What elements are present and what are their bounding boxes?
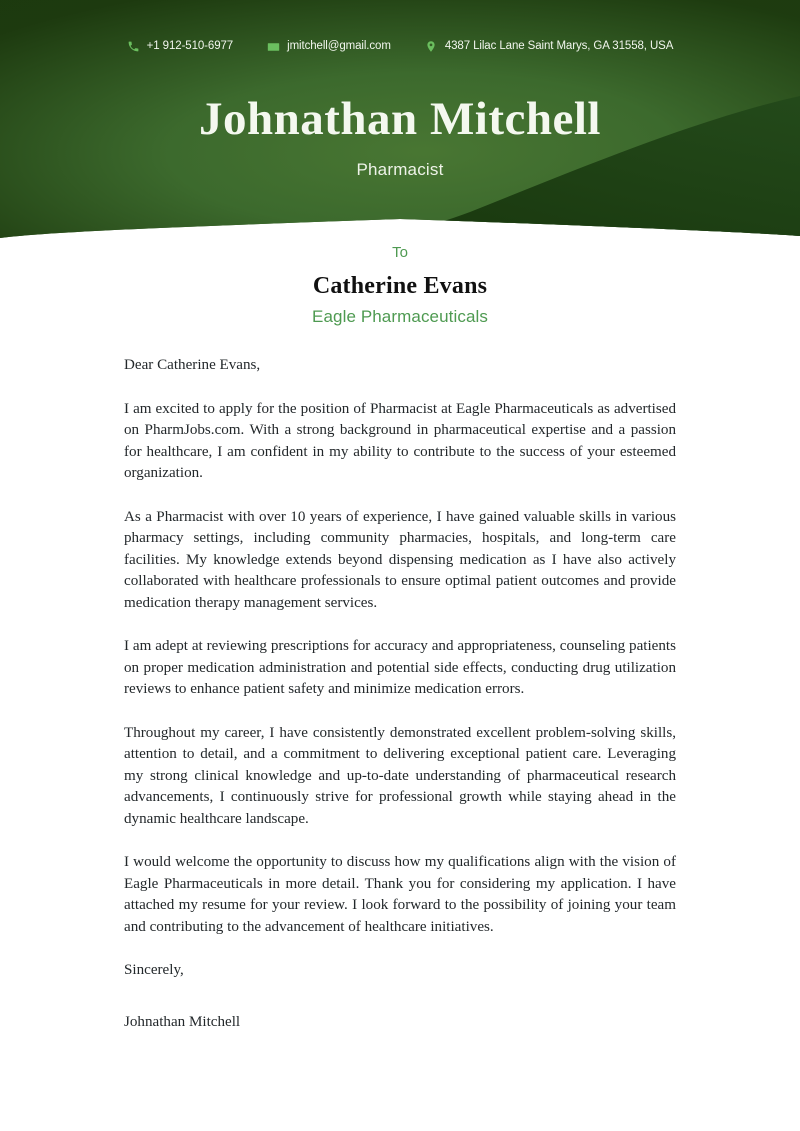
location-pin-icon bbox=[425, 39, 438, 54]
recipient-company: Eagle Pharmaceuticals bbox=[312, 306, 488, 326]
email-text: jmitchell@gmail.com bbox=[287, 39, 391, 52]
phone-text: +1 912-510-6977 bbox=[146, 39, 234, 52]
address-text: 4387 Lilac Lane Saint Marys, GA 31558, USA bbox=[444, 39, 674, 52]
closing-line: Sincerely, bbox=[124, 962, 184, 978]
recipient-block bbox=[0, 243, 800, 328]
letter-paragraph: I would welcome the opportunity to discuss how my qualifications align with the vision of Eagle Pharmaceuticals in more detail. Thank you for considering my application. I have attached my resume for your review. I look forward to the possibility of joining your team and contributing to the advancement of healthcare initiatives. bbox=[124, 854, 676, 935]
contact-address[interactable] bbox=[425, 39, 674, 54]
letter-body bbox=[124, 355, 676, 1033]
page-title-name: Johnathan Mitchell bbox=[198, 93, 601, 145]
letter-paragraph: As a Pharmacist with over 10 years of experience, I have gained valuable skills in various pharmacy settings, including community pharmacies, hospitals, and long-term care facilities. My knowledge extends beyond dispensing medication as I have also actively collaborated with healthcare professionals to ensure optimal patient outcomes and provide medication therapy management services. bbox=[124, 508, 676, 611]
signature-name: Johnathan Mitchell bbox=[124, 1013, 241, 1030]
contact-bar bbox=[0, 39, 800, 54]
letter-paragraph: I am excited to apply for the position of Pharmacist at Eagle Pharmaceuticals as advertised on PharmJobs.com. With a strong background in pharmaceutical expertise and a passion for healthcare, I am confident in my ability to contribute to the success of your esteemed organization. bbox=[124, 400, 676, 481]
contact-phone[interactable] bbox=[127, 39, 233, 54]
email-icon bbox=[267, 39, 280, 54]
contact-email[interactable] bbox=[267, 39, 391, 54]
letter-paragraph: Throughout my career, I have consistently demonstrated excellent problem-solving skills, attention to detail, and a commitment to delivering exceptional patient care. Leveraging my strong clinical knowledge and up-to-date understanding of pharmaceutical research advancements, I continuously strive for professional growth while staying ahead in the dynamic healthcare landscape. bbox=[124, 724, 676, 827]
salutation: Dear Catherine Evans, bbox=[124, 357, 261, 373]
recipient-name: Catherine Evans bbox=[312, 272, 488, 299]
header-content bbox=[0, 0, 800, 245]
letter-header bbox=[0, 0, 800, 245]
job-title: Pharmacist bbox=[356, 160, 444, 179]
phone-icon bbox=[127, 39, 140, 54]
recipient-to-label: To bbox=[392, 244, 408, 261]
letter-paragraph: I am adept at reviewing prescriptions for accuracy and appropriateness, counseling patients on proper medication administration and potential side effects, conducting drug utilization reviews to enhance patient safety and minimize medication errors. bbox=[124, 638, 676, 697]
